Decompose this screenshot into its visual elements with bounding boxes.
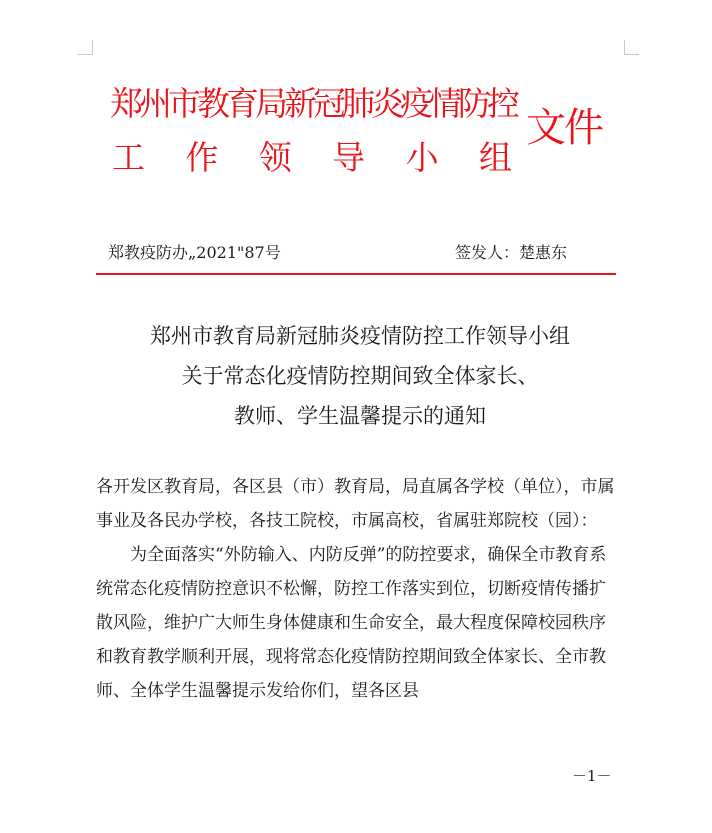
title-line-1: 郑州市教育局新冠肺炎疫情防控工作领导小组 <box>150 324 570 348</box>
page-number: －1－ <box>572 767 612 785</box>
header-suffix: 文件 <box>526 105 602 151</box>
document-number: 郑教疫防办„2021"87号 <box>108 243 281 262</box>
header-group-char: 作 <box>185 138 219 177</box>
document-title <box>90 316 630 436</box>
document-body <box>96 470 622 708</box>
body-paragraph: 为全面落实“外防输入、内防反弹”的防控要求，确保全市教育系统常态化疫情防控意识不松懈，防控工作落实到位，切断疫情传播扩散风险，维护广大师生身体健康和生命安全，最大程度保障校园秩序和教育教学顺利开展，现将常态化疫情防控期间致全体家长、全市教师、全体学生温馨提示发给你们，望各区县 <box>96 545 607 701</box>
header-group-line <box>112 138 512 178</box>
document-signer: 签发人：楚惠东 <box>455 243 568 262</box>
header-divider <box>96 273 616 275</box>
title-line-3: 教师、学生温馨提示的通知 <box>234 404 486 428</box>
crop-mark-top-left <box>78 40 93 55</box>
title-line-2: 关于常态化疫情防控期间致全体家长、 <box>181 364 539 388</box>
header-org-line: 郑州市教育局新冠肺炎疫情防控 <box>110 84 516 123</box>
header-group-char: 导 <box>332 138 366 177</box>
header-group-char: 组 <box>478 138 512 177</box>
header-group-char: 工 <box>112 138 145 177</box>
header-group-char: 小 <box>405 138 439 177</box>
addressees-paragraph: 各开发区教育局，各区县（市）教育局，局直属各学校（单位），市属事业及各民办学校，各技工院校，市属高校，省属驻郑院校（园）： <box>96 477 615 531</box>
crop-mark-top-right <box>624 40 639 55</box>
header-group-char: 领 <box>258 138 292 177</box>
